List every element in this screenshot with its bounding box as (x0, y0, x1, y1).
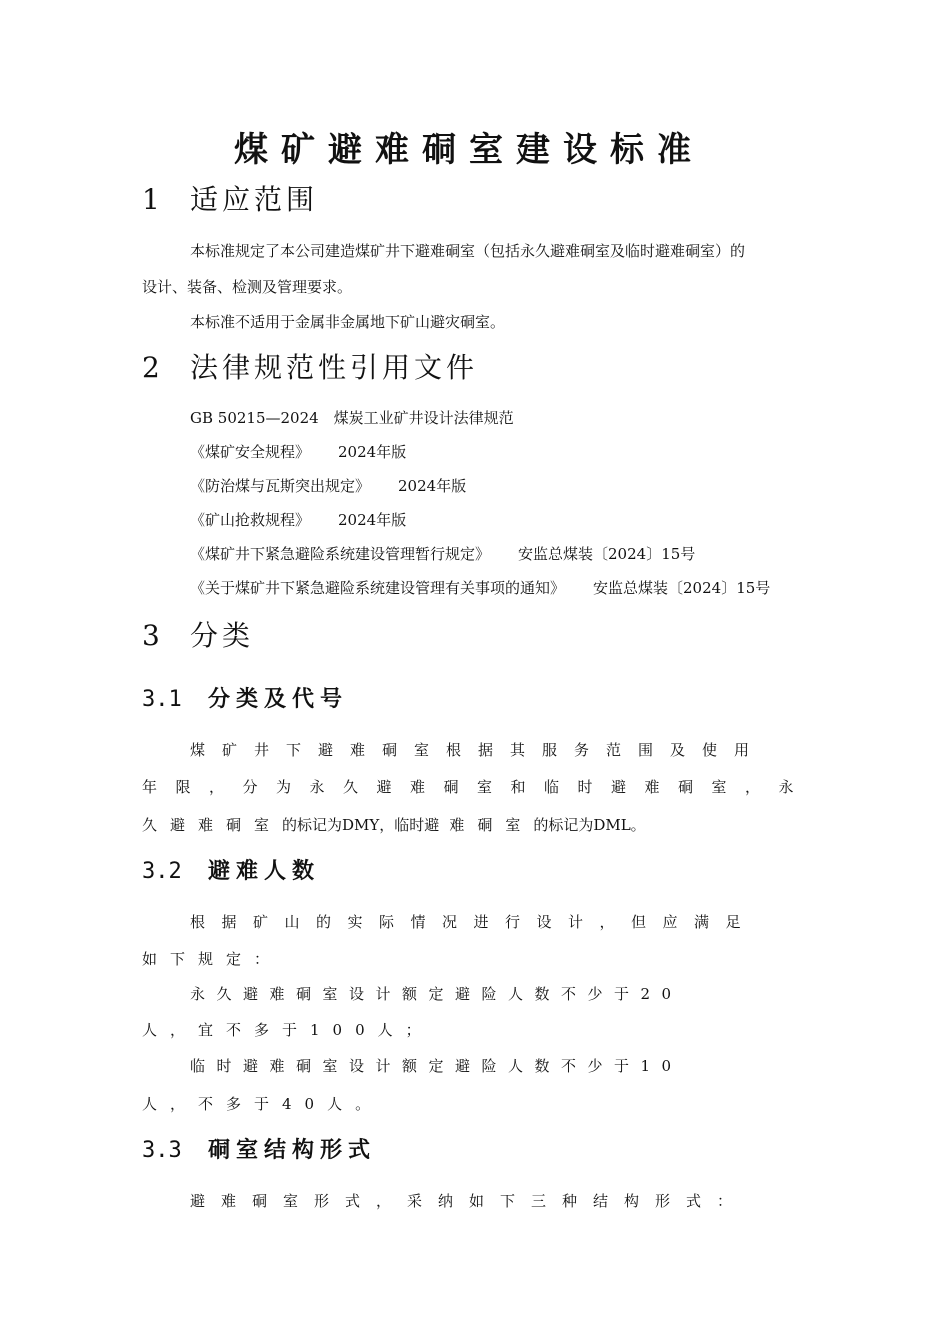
reference-item (190, 509, 406, 531)
reference-name: GB 50215—2024 煤炭工业矿井设计法律规范 (190, 409, 514, 427)
subsection-title: 分类及代号 (208, 687, 349, 712)
paragraph-line: 人，宜不多于100人； (142, 1021, 434, 1039)
paragraph-line: 避难硐室形式，采纳如下三种结构形式： (190, 1192, 749, 1210)
reference-item (190, 475, 466, 497)
section-title: 法律规范性引用文件 (190, 351, 479, 384)
paragraph-line: 年限，分为永久避难硐室和临时避难硐室，永 (142, 778, 813, 796)
paragraph-line: 人，不多于40人。 (142, 1095, 384, 1113)
section-title: 分类 (190, 619, 255, 652)
text-run: 久避难硐室 (142, 816, 283, 834)
paragraph-line: 临时避难硐室设计额定避险人数不少于10 (190, 1057, 683, 1075)
reference-extra: 安监总煤装〔2024〕15号 (518, 545, 696, 563)
subsection-number: 3.1 (142, 687, 182, 712)
paragraph-line: 设计、装备、检测及管理要求。 (142, 278, 353, 296)
text-run: 难硐室 (449, 816, 534, 834)
reference-item (190, 407, 514, 429)
reference-item (190, 577, 770, 599)
paragraph-line: 永久避难硐室设计额定避险人数不少于20 (190, 985, 683, 1003)
paragraph-line: 本标准规定了本公司建造煤矿井下避难硐室（包括永久避难硐室及临时避难硐室）的 (190, 242, 746, 260)
reference-item (190, 543, 695, 565)
document-title: 煤矿避难硐室建设标准 (234, 130, 704, 170)
section-3-heading (142, 616, 254, 656)
paragraph-line (142, 814, 646, 836)
reference-name: 《矿山抢救规程》 (190, 511, 311, 529)
paragraph-line: 如下规定： (142, 950, 283, 968)
subsection-3-2-heading (142, 856, 320, 888)
section-number: 1 (142, 183, 160, 216)
paragraph-line: 煤矿井下避难硐室根据其服务范围及使用 (190, 741, 767, 759)
reference-extra: 2024年版 (398, 477, 467, 495)
subsection-number: 3.3 (142, 1138, 182, 1163)
reference-name: 《防治煤与瓦斯突出规定》 (190, 477, 371, 495)
subsection-3-3-heading (142, 1135, 376, 1167)
paragraph-line: 根据矿山的实际情况进行设计，但应满足 (190, 913, 758, 931)
reference-item (190, 441, 406, 463)
section-title: 适应范围 (190, 183, 319, 216)
reference-extra: 安监总煤装〔2024〕15号 (593, 579, 771, 597)
subsection-title: 避难人数 (208, 859, 321, 884)
reference-name: 《煤矿井下紧急避险系统建设管理暂行规定》 (190, 545, 491, 563)
subsection-title: 硐室结构形式 (208, 1138, 377, 1163)
text-run: 的标记为DMY，临时避 (282, 816, 440, 834)
section-number: 2 (142, 351, 160, 384)
section-number: 3 (142, 619, 160, 652)
reference-name: 《关于煤矿井下紧急避险系统建设管理有关事项的通知》 (190, 579, 566, 597)
subsection-3-1-heading (142, 684, 348, 716)
text-run: 的标记为DML。 (533, 816, 646, 834)
section-2-heading (142, 348, 478, 388)
reference-extra: 2024年版 (338, 443, 407, 461)
subsection-number: 3.2 (142, 859, 182, 884)
reference-extra: 2024年版 (338, 511, 407, 529)
reference-name: 《煤矿安全规程》 (190, 443, 311, 461)
section-1-heading (142, 180, 318, 220)
paragraph-line: 本标准不适用于金属非金属地下矿山避灾硐室。 (190, 313, 506, 331)
